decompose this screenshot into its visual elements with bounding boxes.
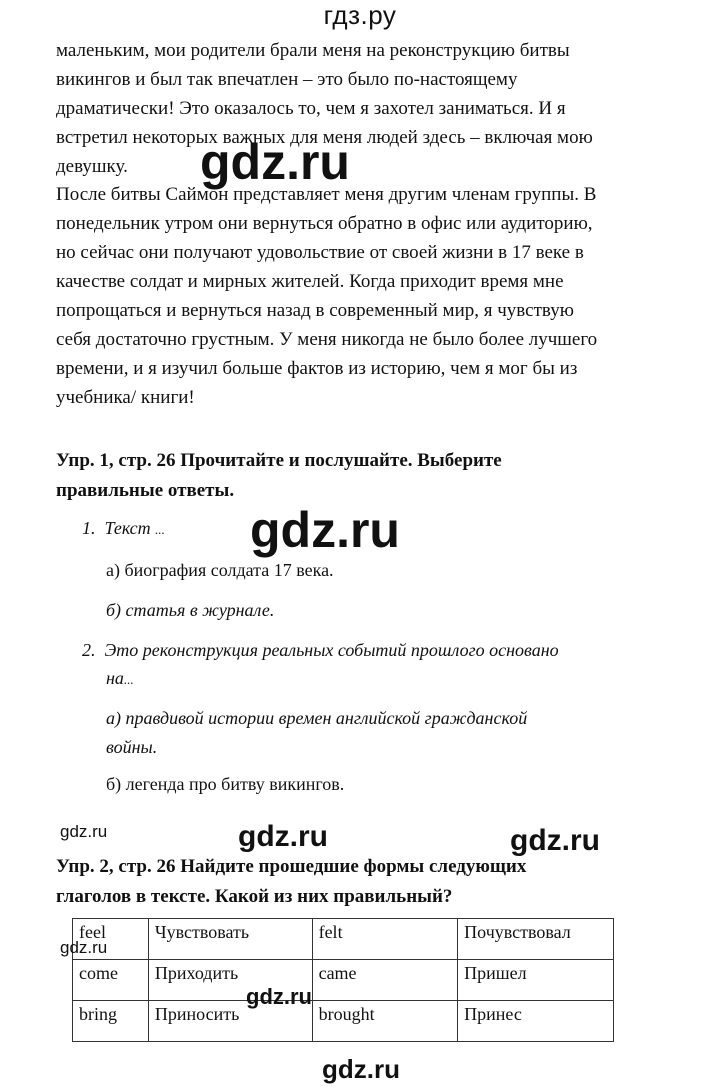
- watermark: gdz.ru: [246, 984, 312, 1009]
- table-cell: Чувствовать: [148, 919, 312, 960]
- question-text: Текст: [104, 518, 151, 538]
- exercise-2-heading-line: глаголов в тексте. Какой из них правильный?: [56, 886, 453, 907]
- question-text: Это реконструкция реальных событий прошлого основано: [104, 640, 559, 660]
- exercise-2-heading-line: Упр. 2, стр. 26 Найдите прошедшие формы следующих: [56, 856, 527, 877]
- verbs-table: [72, 918, 614, 1042]
- paragraph-1-line: встретил некоторых важных для меня людей здесь – включая мою: [56, 127, 593, 148]
- watermark: gdz.ru: [60, 822, 108, 841]
- paragraph-2-line: качестве солдат и мирных жителей. Когда приходит время мне: [56, 271, 564, 292]
- paragraph-2-line: После битвы Саймон представляет меня другим членам группы. В: [56, 184, 597, 205]
- paragraph-2-line: времени, и я изучил больше фактов из историю, чем я мог бы из: [56, 358, 578, 379]
- paragraph-2-line: понедельник утром они вернуться обратно в офис или аудиторию,: [56, 213, 593, 234]
- table-cell: felt: [312, 919, 458, 960]
- question-2-option-a: [106, 704, 527, 762]
- paragraph-1-line: маленьким, мои родители брали меня на реконструкцию битвы: [56, 40, 570, 61]
- paragraph-1-line: девушку.: [56, 156, 128, 177]
- table-row: [73, 919, 614, 960]
- table-row: [73, 960, 614, 1001]
- option-line: войны.: [106, 737, 158, 757]
- exercise-1-heading-line: Упр. 1, стр. 26 Прочитайте и послушайте. Выберите: [56, 450, 502, 471]
- exercise-1-heading: [56, 446, 676, 506]
- table-cell: Почувствовал: [458, 919, 614, 960]
- table-cell: feel: [73, 919, 149, 960]
- paragraph-2-line: учебника/ книги!: [56, 387, 195, 408]
- table-cell: Приносить: [148, 1001, 312, 1042]
- question-ellipsis: ...: [155, 522, 165, 537]
- table-cell: brought: [312, 1001, 458, 1042]
- question-text: на: [106, 668, 124, 688]
- question-2-option-b: б) легенда про битву викингов.: [106, 774, 345, 794]
- watermark: gdz.ru: [60, 938, 108, 957]
- table-cell: come: [73, 960, 149, 1001]
- question-number: 1.: [82, 518, 96, 538]
- paragraph-2: [56, 180, 676, 412]
- paragraph-1-line: драматически! Это оказалось то, чем я захотел заниматься. И я: [56, 98, 566, 119]
- table-cell: Принес: [458, 1001, 614, 1042]
- question-1-option-b: б) статья в журнале.: [106, 600, 275, 620]
- paragraph-2-line: попрощаться и вернуться назад в современный мир, я чувствую: [56, 300, 574, 321]
- table-cell: Приходить: [148, 960, 312, 1001]
- question-2-continuation: [106, 664, 134, 694]
- exercise-2-heading: [56, 852, 676, 912]
- option-line: а) правдивой истории времен английской гражданской: [106, 708, 528, 728]
- question-number: 2.: [82, 640, 96, 660]
- question-2: [82, 636, 559, 665]
- question-1-option-a: а) биография солдата 17 века.: [106, 560, 334, 580]
- site-header: гдз.ру: [323, 0, 397, 30]
- table-cell: came: [312, 960, 458, 1001]
- footer-watermark: gdz.ru: [322, 1054, 400, 1084]
- watermark: gdz.ru: [200, 134, 350, 190]
- question-1: [82, 514, 165, 544]
- question-ellipsis: ...: [123, 672, 134, 687]
- exercise-1-heading-line: правильные ответы.: [56, 480, 235, 501]
- table-cell: bring: [73, 1001, 149, 1042]
- table-cell: Пришел: [458, 960, 614, 1001]
- table-row: [73, 1001, 614, 1042]
- watermark: gdz.ru: [238, 820, 328, 853]
- paragraph-1-line: викингов и был так впечатлен – это было по-настоящему: [56, 69, 518, 90]
- paragraph-2-line: но сейчас они получают удовольствие от своей жизни в 17 веке в: [56, 242, 584, 263]
- paragraph-1: [56, 36, 676, 181]
- paragraph-2-line: себя достаточно грустным. У меня никогда не было более лучшего: [56, 329, 598, 350]
- watermark: gdz.ru: [510, 824, 600, 857]
- watermark: gdz.ru: [250, 502, 400, 558]
